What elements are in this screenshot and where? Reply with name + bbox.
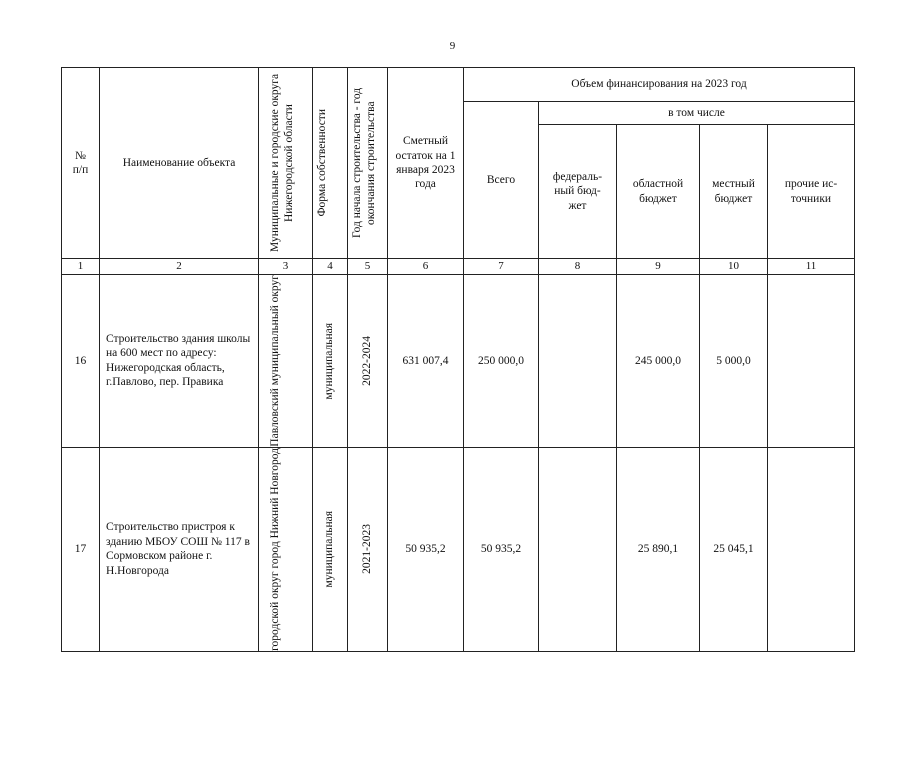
row-local: 25 045,1 bbox=[700, 447, 768, 651]
header-ownership: Форма собственности bbox=[313, 68, 348, 259]
header-local: местный бюджет bbox=[700, 125, 768, 259]
column-number: 2 bbox=[100, 259, 259, 275]
column-number: 4 bbox=[313, 259, 348, 275]
column-number: 5 bbox=[348, 259, 388, 275]
row-local: 5 000,0 bbox=[700, 275, 768, 448]
column-number: 6 bbox=[388, 259, 464, 275]
header-other: прочие ис- точники bbox=[768, 125, 855, 259]
row-federal bbox=[539, 275, 617, 448]
row-total: 250 000,0 bbox=[464, 275, 539, 448]
column-number: 9 bbox=[617, 259, 700, 275]
header-years: Год начала строительства - год окончания строительства bbox=[348, 68, 388, 259]
row-years: 2022-2024 bbox=[348, 275, 388, 448]
row-remainder: 50 935,2 bbox=[388, 447, 464, 651]
table-row bbox=[62, 275, 855, 448]
row-num: 16 bbox=[62, 275, 100, 448]
row-remainder: 631 007,4 bbox=[388, 275, 464, 448]
row-other bbox=[768, 447, 855, 651]
row-regional: 25 890,1 bbox=[617, 447, 700, 651]
header-total: Всего bbox=[464, 102, 539, 259]
header-num: № п/п bbox=[62, 68, 100, 259]
row-years: 2021-2023 bbox=[348, 447, 388, 651]
row-ownership: муниципальная bbox=[313, 447, 348, 651]
column-number: 8 bbox=[539, 259, 617, 275]
row-other bbox=[768, 275, 855, 448]
column-number: 3 bbox=[259, 259, 313, 275]
row-name: Строительство пристроя к зданию МБОУ СОШ № 117 в Сормовском районе г. Н.Новгорода bbox=[100, 447, 259, 651]
column-number: 11 bbox=[768, 259, 855, 275]
row-total: 50 935,2 bbox=[464, 447, 539, 651]
header-regional: областной бюджет bbox=[617, 125, 700, 259]
page-number: 9 bbox=[449, 40, 456, 52]
row-municipality: Павловский муниципальный округ bbox=[259, 275, 313, 448]
header-including: в том числе bbox=[539, 102, 855, 125]
table-row bbox=[62, 447, 855, 651]
row-num: 17 bbox=[62, 447, 100, 651]
row-federal bbox=[539, 447, 617, 651]
row-name: Строительство здания школы на 600 мест по адресу: Нижегородская область, г.Павлово, пер. Правика bbox=[100, 275, 259, 448]
financing-table bbox=[61, 67, 855, 652]
column-number: 10 bbox=[700, 259, 768, 275]
row-regional: 245 000,0 bbox=[617, 275, 700, 448]
header-remainder: Сметный остаток на 1 января 2023 года bbox=[388, 68, 464, 259]
column-number: 7 bbox=[464, 259, 539, 275]
column-numbers-row bbox=[62, 259, 855, 275]
header-municipality: Муниципальные и городские округа Нижегородской области bbox=[259, 68, 313, 259]
column-number: 1 bbox=[62, 259, 100, 275]
row-municipality: городской округ город Нижний Новгород bbox=[259, 447, 313, 651]
header-funding: Объем финансирования на 2023 год bbox=[464, 68, 855, 102]
header-federal: федераль- ный бюд- жет bbox=[539, 125, 617, 259]
header-name: Наименование объекта bbox=[100, 68, 259, 259]
row-ownership: муниципальная bbox=[313, 275, 348, 448]
